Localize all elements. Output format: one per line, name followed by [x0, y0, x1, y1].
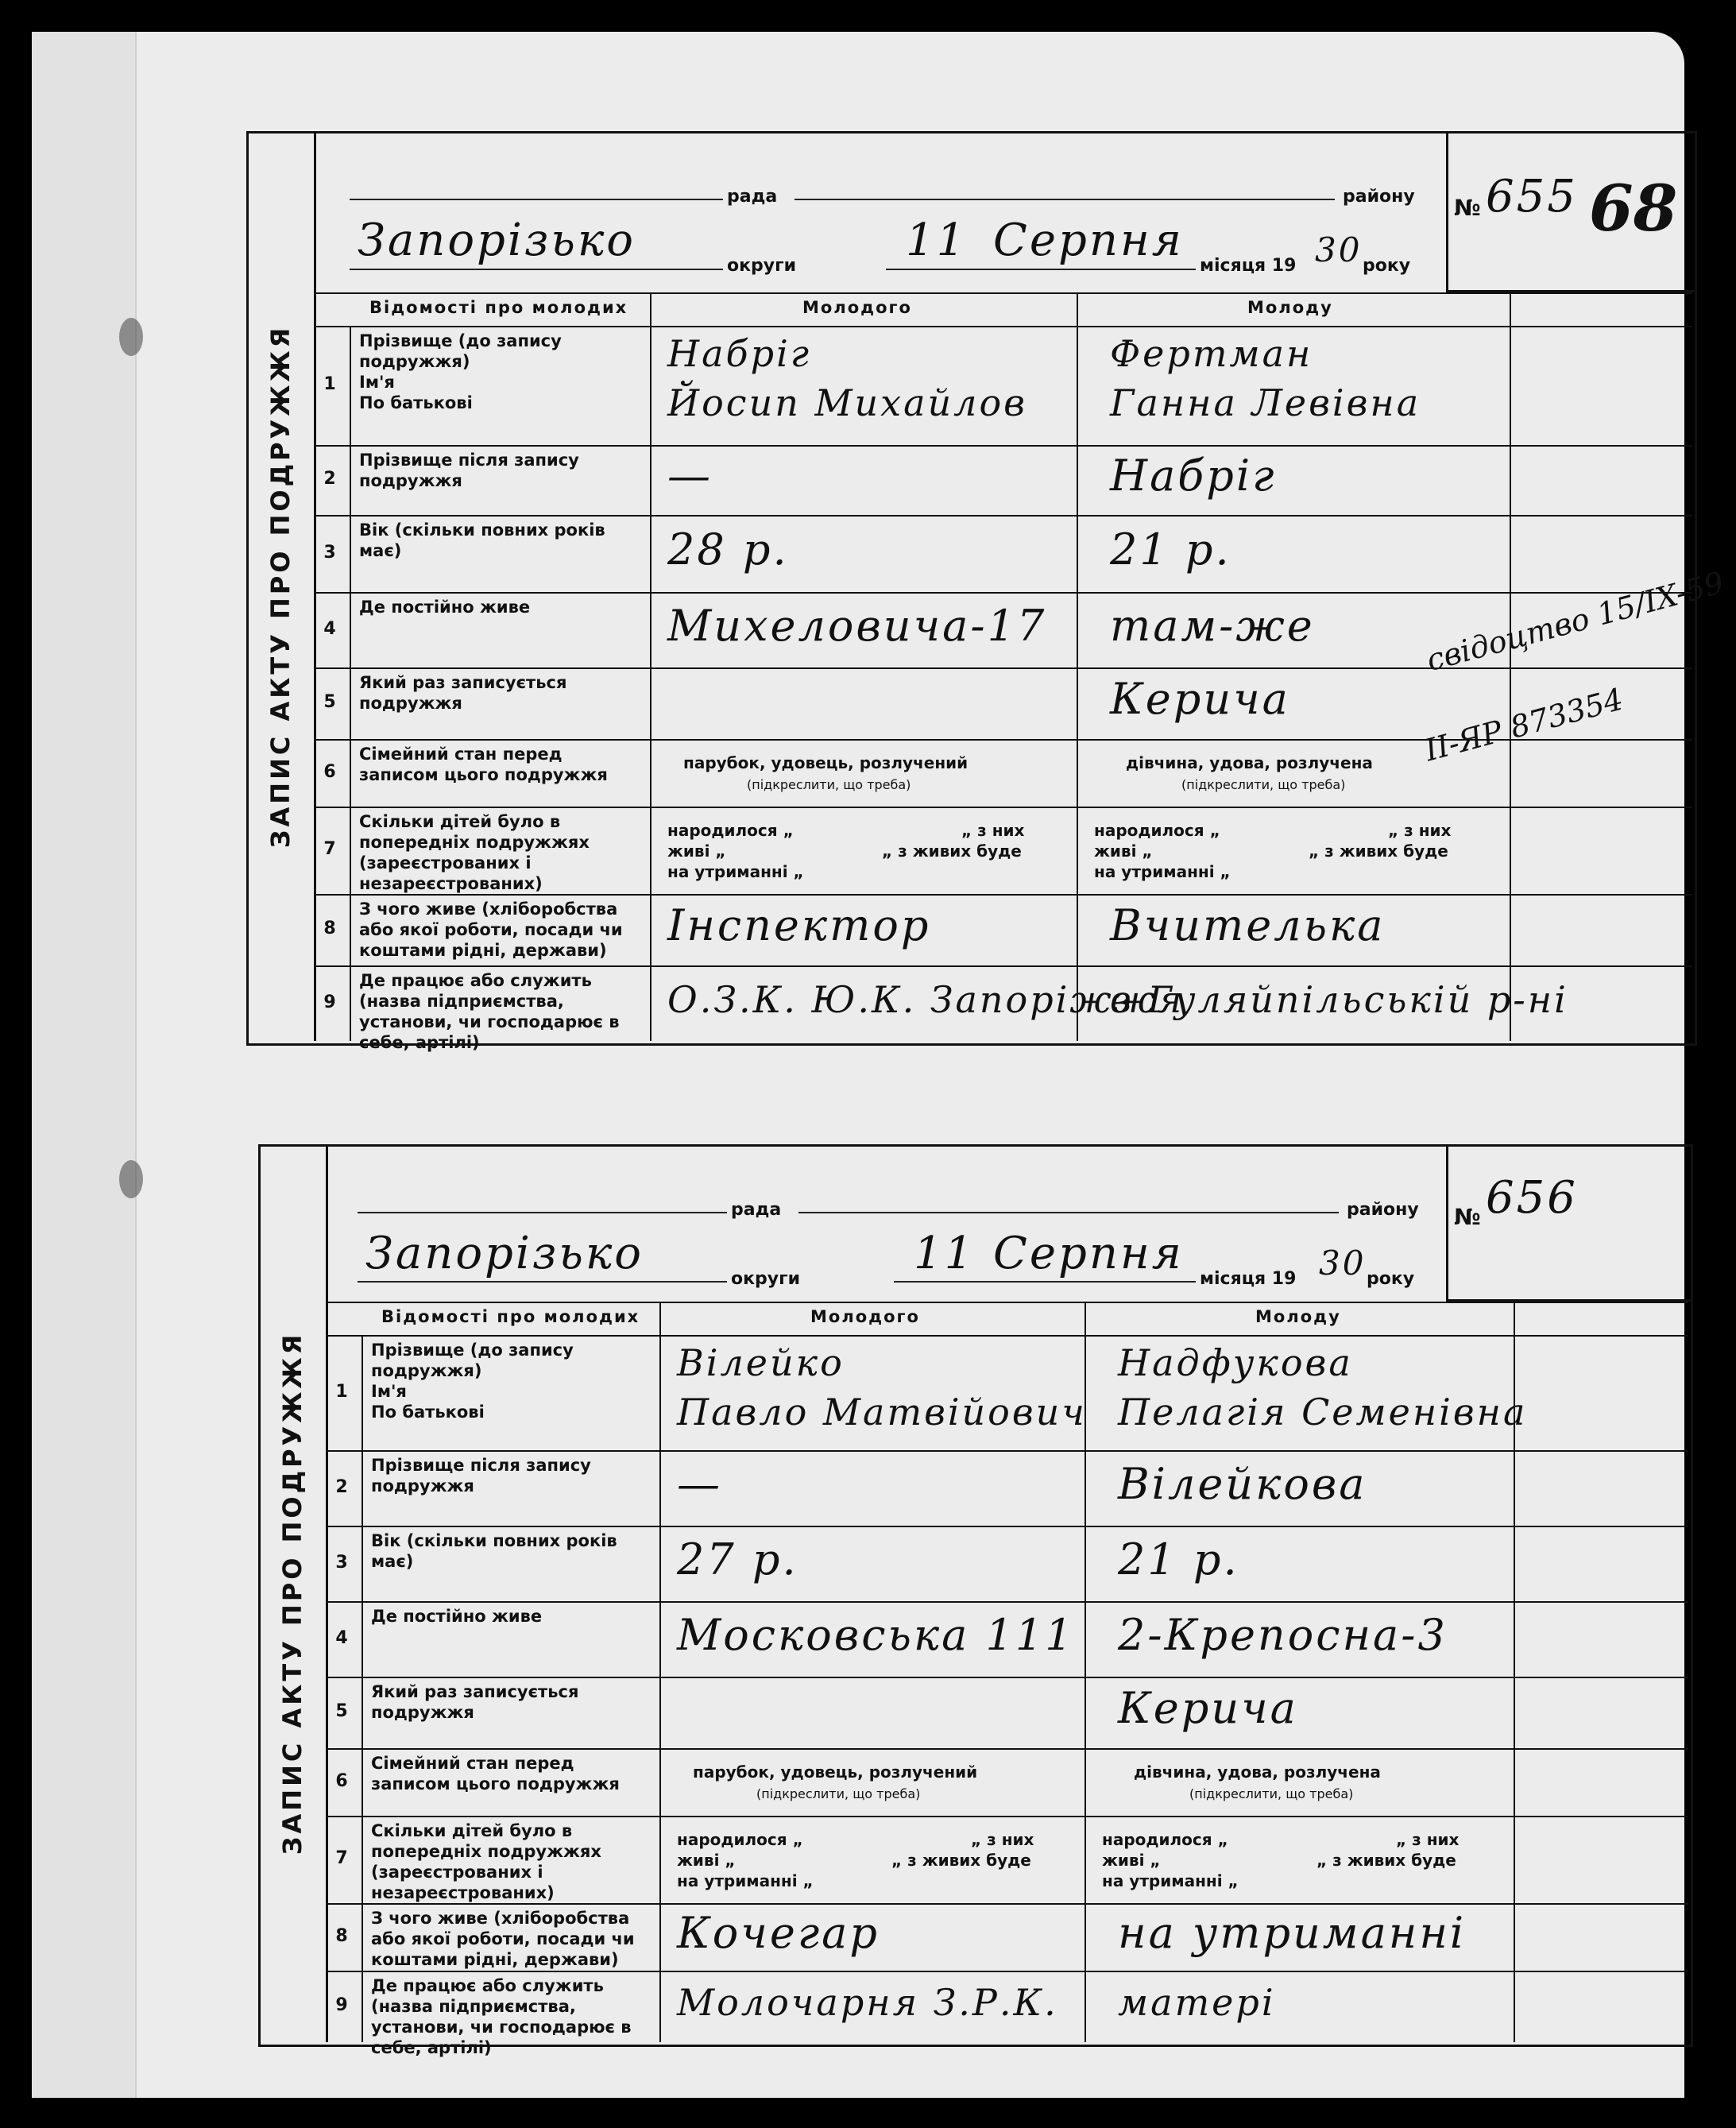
row-number: 4 [335, 1627, 348, 1648]
bride-value: Керича [1110, 674, 1290, 724]
children-alive-label: живі „ [667, 842, 726, 861]
children-support-label: „ з живих буде [882, 842, 1022, 861]
row-line [326, 1748, 1688, 1750]
district-label: району [1343, 187, 1415, 207]
number-sign: № [1454, 1204, 1481, 1230]
page-number: 68 [1589, 171, 1678, 246]
children-of-them-label: „ з них [971, 1830, 1034, 1849]
side-title-column [246, 131, 316, 1041]
bride-value: в Гуляйпільській р-ні [1110, 977, 1568, 1021]
day-value: 11 [906, 215, 968, 266]
district-line [798, 1212, 1339, 1213]
row-line [326, 1601, 1688, 1603]
district-label: району [1347, 1200, 1419, 1220]
row-number: 8 [323, 919, 336, 938]
side-title-column [258, 1144, 328, 2042]
underline-note: (підкреслити, що треба) [756, 1786, 921, 1801]
children-of-them-label: „ з них [961, 821, 1025, 840]
children-maintenance-label: на утриманні „ [667, 862, 804, 881]
council-label: рада [727, 187, 778, 207]
num-divider [362, 1335, 363, 2042]
row-number: 5 [335, 1701, 348, 1721]
year-label: року [1367, 1269, 1415, 1289]
underline-note: (підкреслити, що треба) [747, 777, 911, 792]
row-line [314, 807, 1692, 808]
row-line [326, 1816, 1688, 1817]
col-divider [659, 1302, 661, 2042]
row-number: 9 [323, 992, 336, 1012]
month-value: Серпня [993, 1228, 1184, 1279]
col-divider [1510, 292, 1511, 1041]
row-line [314, 592, 1692, 594]
okrug-value: Запорізько [365, 1228, 644, 1279]
underline-note: (підкреслити, що треба) [1189, 1786, 1354, 1801]
children-born-label: народилося „ [667, 821, 794, 840]
year-label: року [1363, 256, 1411, 276]
row-label: Прізвище (до запису подружжя) Ім'я По батькові [359, 331, 562, 412]
groom-value: Московська 111 [677, 1609, 1075, 1660]
row-line [314, 667, 1692, 669]
bride-value: 21 р. [1118, 1534, 1239, 1584]
date-line [886, 269, 1196, 270]
groom-status-options: парубок, удовець, розлучений [683, 753, 969, 772]
groom-value: Михеловича-17 [667, 600, 1047, 651]
row-number: 1 [335, 1381, 348, 1402]
side-title: ЗАПИС АКТУ ПРО ПОДРУЖЖЯ [265, 324, 296, 848]
row-number: 8 [335, 1925, 348, 1946]
row-line [326, 1677, 1688, 1678]
bride-status-options: дівчина, удова, розлучена [1134, 1762, 1381, 1782]
row-number: 3 [335, 1552, 348, 1573]
row-label: Прізвище (до запису подружжя) Ім'я По батькові [371, 1341, 574, 1422]
row-line [314, 326, 1692, 327]
year-value: 30 [1315, 230, 1363, 269]
row-number: 2 [335, 1476, 348, 1497]
row-line [326, 1335, 1688, 1337]
groom-value: Інспектор [667, 900, 931, 950]
council-line [350, 199, 723, 200]
month-label: місяця 19 [1200, 256, 1297, 276]
okrug-line [358, 1281, 727, 1283]
bride-value: Вілейкова [1118, 1458, 1367, 1509]
groom-value: О.З.К. Ю.К. Запоріжжя [667, 977, 1185, 1021]
row-label: Де постійно живе [359, 598, 531, 617]
bride-value: Набріг [1110, 451, 1277, 501]
row-label: Прізвище після запису подружжя [371, 1456, 591, 1495]
header-row-line [314, 292, 1692, 294]
children-born-label: народилося „ [677, 1830, 803, 1849]
underline-note: (підкреслити, що треба) [1181, 777, 1346, 792]
row-label: З чого живе (хліборобства або якої роботи, посади чи коштами рідні, держави) [359, 900, 623, 960]
row-number: 4 [323, 618, 336, 639]
month-label: місяця 19 [1200, 1269, 1297, 1289]
bride-value: Керича [1118, 1683, 1298, 1733]
row-line [326, 1450, 1688, 1452]
margin-note: свідоцтво 15/IX-59 [1422, 564, 1728, 679]
col-bride-header: Молоду [1247, 298, 1333, 317]
num-divider [350, 326, 351, 1041]
row-number: 3 [323, 542, 336, 563]
groom-value: 27 р. [677, 1534, 798, 1584]
children-maintenance-label: на утриманні „ [677, 1871, 814, 1890]
district-line [795, 199, 1335, 200]
month-value: Серпня [993, 215, 1184, 266]
children-born-label: народилося „ [1102, 1830, 1228, 1849]
bride-value: на утриманні [1118, 1907, 1467, 1958]
year-value: 30 [1319, 1244, 1367, 1283]
bride-value: 2-Крепосна-3 [1118, 1609, 1448, 1660]
bride-value: матері [1118, 1981, 1276, 2024]
bride-value: Надфукова Пелагія Семенівна [1118, 1341, 1528, 1433]
day-value: 11 [914, 1228, 976, 1279]
okrug-label: округи [727, 256, 797, 276]
row-line [314, 894, 1692, 896]
row-label: Вік (скільки повних років має) [359, 520, 605, 560]
children-support-label: „ з живих буде [891, 1851, 1031, 1870]
groom-value: Набріг Йосип Михайлов [667, 332, 1027, 424]
groom-value: 28 р. [667, 524, 789, 575]
bride-value: там-же [1110, 600, 1315, 651]
col-bride-header: Молоду [1255, 1307, 1341, 1326]
groom-status-options: парубок, удовець, розлучений [693, 1762, 978, 1782]
okrug-line [350, 269, 723, 270]
groom-value: Молочарня З.Р.К. [677, 1981, 1058, 2024]
row-line [326, 1971, 1688, 1972]
row-number: 1 [323, 374, 336, 394]
row-label: Де постійно живе [371, 1607, 543, 1626]
row-label: Який раз записується подружжя [359, 673, 567, 713]
record-number: 656 [1486, 1172, 1578, 1224]
bride-value: Вчителька [1110, 900, 1386, 950]
binding-hole [119, 318, 143, 356]
okrug-value: Запорізько [358, 215, 636, 266]
row-label: Сімейний стан перед записом цього подружжя [371, 1754, 620, 1793]
row-number: 2 [323, 469, 336, 489]
col-divider [1077, 292, 1078, 1041]
col-info-header: Відомості про молодих [381, 1307, 640, 1326]
row-label: Який раз записується подружжя [371, 1682, 579, 1722]
margin-note: II-ЯР 873354 [1421, 681, 1627, 768]
council-label: рада [731, 1200, 782, 1220]
children-of-them-label: „ з них [1396, 1830, 1460, 1849]
col-divider [650, 292, 651, 1041]
groom-value: — [677, 1458, 722, 1509]
children-maintenance-label: на утриманні „ [1102, 1871, 1239, 1890]
row-number: 9 [335, 1995, 348, 2015]
row-label: Скільки дітей було в попередніх подружжях (зареєстрованих і незареєстрованих) [371, 1821, 601, 1902]
bride-status-options: дівчина, удова, розлучена [1126, 753, 1373, 772]
children-alive-label: живі „ [677, 1851, 736, 1870]
row-label: Сімейний стан перед записом цього подружжя [359, 745, 608, 784]
row-label: З чого живе (хліборобства або якої роботи, посади чи коштами рідні, держави) [371, 1909, 635, 1969]
row-number: 7 [323, 839, 336, 859]
col-groom-header: Молодого [810, 1307, 920, 1326]
council-line [358, 1212, 727, 1213]
groom-value: — [667, 451, 713, 501]
row-label: Вік (скільки повних років має) [371, 1531, 617, 1571]
children-support-label: „ з живих буде [1309, 842, 1448, 861]
bride-value: Фертман Ганна Левівна [1110, 332, 1421, 424]
col-info-header: Відомості про молодих [369, 298, 628, 317]
okrug-label: округи [731, 1269, 801, 1289]
row-line [314, 445, 1692, 447]
children-alive-label: живі „ [1094, 842, 1153, 861]
children-maintenance-label: на утриманні „ [1094, 862, 1231, 881]
number-sign: № [1454, 195, 1481, 221]
row-number: 7 [335, 1848, 348, 1868]
row-line [326, 1903, 1688, 1905]
children-of-them-label: „ з них [1388, 821, 1452, 840]
binding-hole [119, 1160, 143, 1198]
record-number: 655 [1486, 171, 1578, 222]
date-line [894, 1281, 1196, 1283]
side-title: ЗАПИС АКТУ ПРО ПОДРУЖЖЯ [276, 1331, 307, 1855]
children-alive-label: живі „ [1102, 1851, 1161, 1870]
row-line [314, 965, 1692, 967]
header-row-line [326, 1302, 1688, 1303]
row-number: 6 [335, 1770, 348, 1791]
row-label: Скільки дітей було в попередніх подружжях (зареєстрованих і незареєстрованих) [359, 812, 590, 893]
bride-value: 21 р. [1110, 524, 1231, 575]
row-line [314, 515, 1692, 517]
row-label: Де працює або служить (назва підприємства, установи, чи господарює в себе, артілі) [371, 1976, 632, 2057]
row-label: Прізвище після запису подружжя [359, 451, 579, 490]
col-groom-header: Молодого [802, 298, 912, 317]
children-support-label: „ з живих буде [1316, 1851, 1456, 1870]
row-number: 6 [323, 761, 336, 782]
groom-value: Кочегар [677, 1907, 880, 1958]
row-number: 5 [323, 692, 336, 712]
groom-value: Вілейко Павло Матвійович [677, 1341, 1087, 1433]
children-born-label: народилося „ [1094, 821, 1220, 840]
row-label: Де працює або служить (назва підприємства, установи, чи господарює в себе, артілі) [359, 971, 620, 1052]
row-line [326, 1526, 1688, 1527]
